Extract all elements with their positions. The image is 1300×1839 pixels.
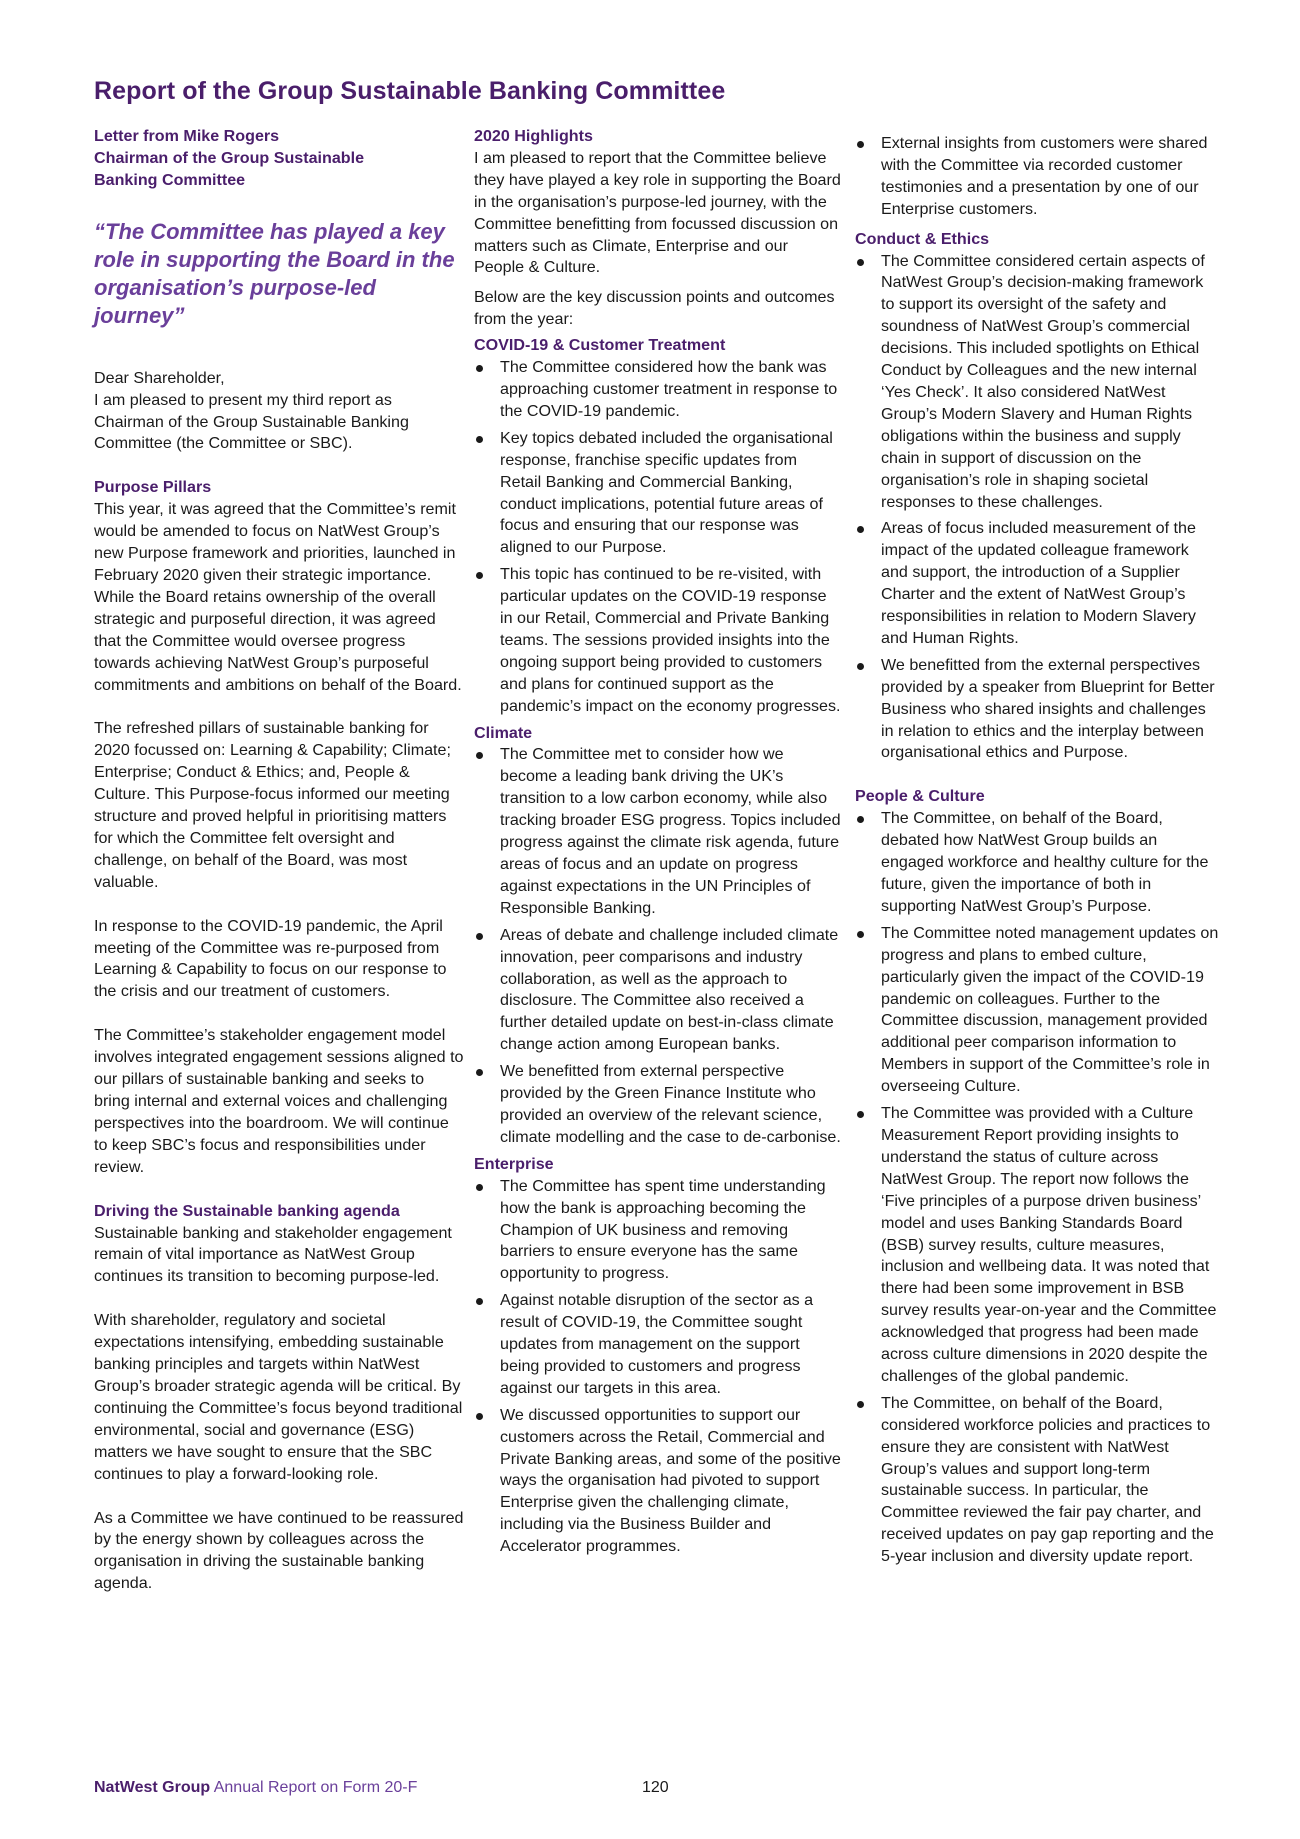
driving-agenda-heading: Driving the Sustainable banking agenda [94,1201,400,1220]
letter-heading-line-1: Letter from Mike Rogers [94,127,280,145]
people-culture-heading: People & Culture [855,787,985,806]
purpose-paragraph-1: This year, it was agreed that the Committee’s remit would be amended to focus on NatWest Group’s new Purpose framework and priorities, launched in February 2020 given their strategic importance. While the Board retains ownership of the overall strategic and purposeful direction, it was agreed that the Committee would oversee progress towards achieving NatWest Group’s purposeful commitments and ambitions on behalf of the Board. [94,500,462,694]
covid-bullet-list [474,357,842,718]
letter-column [94,126,464,1595]
list-item: We benefitted from the external perspectives provided by a speaker from Blueprint for Better Business who shared insights and challenges in relation to ethics and the interplay between organisational ethics and Purpose. [855,655,1220,765]
climate-heading: Climate [474,723,533,742]
driving-paragraph-3: As a Committee we have continued to be reassured by the energy shown by colleagues across the organisation in driving the sustainable banking agenda. [94,1508,464,1593]
list-item: The Committee considered certain aspects of NatWest Group’s decision-making framework to support its oversight of the safety and soundness of NatWest Group’s commercial decisions. This included spotlights on Ethical Conduct by Colleagues and the new internal ‘Yes Check’. It also considered NatWest Group’s Modern Slavery and Human Rights obligations within the business and supply chain in support of discussion on the organisation’s role in shaping societal responses to these challenges. [855,251,1220,514]
list-item: The Committee has spent time understanding how the bank is approaching becoming the Champion of UK business and removing barriers to ensure everyone has the same opportunity to progress. [474,1176,842,1286]
page-title: Report of the Group Sustainable Banking Committee [94,77,726,105]
conduct-ethics-bullet-list [855,251,1220,765]
list-item: The Committee was provided with a Culture Measurement Report providing insights to understand the status of culture across NatWest Group. The report now follows the ‘Five principles of a purpose driven business’ model and uses Banking Standards Board (BSB) survey results, culture measures, inclusion and wellbeing data. It was noted that there had been some improvement in BSB survey results year-on-year and the Committee acknowledged that progress had been made across culture dimensions in 2020 despite the challenges of the global pandemic. [855,1103,1220,1388]
list-item: The Committee noted management updates on progress and plans to embed culture, particularly given the impact of the COVID-19 pandemic on colleagues. Further to the Committee discussion, management provided additional peer comparison information to Members in support of the Committee’s role in overseeing Culture. [855,923,1220,1098]
enterprise-bullet-list [474,1176,842,1558]
enterprise-heading: Enterprise [474,1154,554,1173]
list-item: Against notable disruption of the sector as a result of COVID-19, the Committee sought updates from management on the support being provided to customers and progress against our targets in this area. [474,1290,842,1400]
salutation: Dear Shareholder, [94,368,225,387]
list-item: The Committee, on behalf of the Board, debated how NatWest Group builds an engaged workforce and healthy culture for the future, given the importance of both in supporting NatWest Group’s Purpose. [855,808,1220,918]
climate-bullet-list [474,744,842,1148]
purpose-paragraph-2: The refreshed pillars of sustainable banking for 2020 focussed on: Learning & Capability; Climate; Enterprise; Conduct & Ethics; and, People & Culture. This Purpose-focus informed our meeting structure and proved helpful in prioritising matters for which the Committee felt oversight and challenge, on behalf of the Board, was most valuable. [94,719,451,891]
covid-heading: COVID-19 & Customer Treatment [474,336,726,355]
list-item: This topic has continued to be re-visited, with particular updates on the COVID-19 response in our Retail, Commercial and Private Banking teams. The sessions provided insights into the ongoing support being provided to customers and plans for continued support as the pandemic’s impact on the economy progresses. [474,564,842,717]
driving-paragraph-2: With shareholder, regulatory and societal expectations intensifying, embedding sustainable banking principles and targets within NatWest Group’s broader strategic agenda will be critical. By continuing the Committee’s focus beyond traditional environmental, social and governance (ESG) matters we have sought to ensure that the SBC continues to play a forward-looking role. [94,1311,463,1483]
enterprise-continued-bullet-list [855,133,1220,221]
list-item: Key topics debated included the organisational response, franchise specific updates from Retail Banking and Commercial Banking, conduct implications, potential future areas of focus and ensuring that our response was aligned to our Purpose. [474,428,842,559]
purpose-paragraph-4: The Committee’s stakeholder engagement model involves integrated engagement sessions aligned to our pillars of sustainable banking and seeks to bring internal and external voices and challenging perspectives into the boardroom. We will continue to keep SBC’s focus and responsibilities under review. [94,1026,464,1176]
intro-paragraph: I am pleased to present my third report as Chairman of the Group Sustainable Banking Committee (the Committee or SBC). [94,390,409,453]
pull-quote: “The Committee has played a key role in supporting the Board in the organisation’s purpose-led journey” [94,218,455,328]
purpose-paragraph-3: In response to the COVID-19 pandemic, the April meeting of the Committee was re-purposed from Learning & Capability to focus on our response to the crisis and our treatment of customers. [94,916,447,1001]
letter-heading-line-2: Chairman of the Group Sustainable [94,148,365,167]
list-item: Areas of debate and challenge included climate innovation, peer comparisons and industry collaboration, as well as the approach to disclosure. The Committee also received a further detailed update on best-in-class climate change action among European banks. [474,925,842,1056]
conduct-people-column [855,133,1220,1573]
list-item: Areas of focus included measurement of the impact of the updated colleague framework and support, the introduction of a Supplier Charter and the extent of NatWest Group’s responsibilities in relation to Modern Slavery and Human Rights. [855,518,1220,649]
list-item: The Committee met to consider how we become a leading bank driving the UK’s transition to a low carbon economy, while also tracking broader ESG progress. Topics included progress against the climate risk agenda, future areas of focus and an update on progress against expectations in the UN Principles of Responsible Banking. [474,744,842,919]
list-item: We benefitted from external perspective provided by the Green Finance Institute who provided an overview of the relevant science, climate modelling and the case to de-carbonise. [474,1061,842,1149]
letter-heading-line-3: Banking Committee [94,170,246,189]
purpose-pillars-heading: Purpose Pillars [94,478,212,497]
highlights-paragraph-1: I am pleased to report that the Committee believe they have played a key role in supporting the Board in the organisation’s purpose-led journey, with the Committee benefitting from focussed discussion on matters such as Climate, Enterprise and our People & Culture. [474,148,841,277]
people-culture-bullet-list [855,808,1220,1568]
list-item: The Committee considered how the bank was approaching customer treatment in response to the COVID-19 pandemic. [474,357,842,423]
conduct-ethics-heading: Conduct & Ethics [855,229,990,248]
list-item: The Committee, on behalf of the Board, considered workforce policies and practices to ensure they are consistent with NatWest Group’s values and support long-term sustainable success. In particular, the Committee reviewed the fair pay charter, and received updates on pay gap reporting and the 5-year inclusion and diversity update report. [855,1393,1220,1568]
page-number: 120 [642,1779,669,1796]
highlights-paragraph-2: Below are the key discussion points and outcomes from the year: [474,288,835,329]
list-item: External insights from customers were shared with the Committee via recorded customer testimonies and a presentation by one of our Enterprise customers. [855,133,1220,221]
highlights-column [474,126,842,1563]
footer [94,1779,417,1797]
footer-brand: NatWest Group [94,1779,211,1796]
list-item: We discussed opportunities to support our customers across the Retail, Commercial and Private Banking areas, and some of the positive ways the organisation had pivoted to support Enterprise given the challenging climate, including via the Business Builder and Accelerator programmes. [474,1405,842,1558]
highlights-heading: 2020 Highlights [474,127,593,145]
footer-subtitle: Annual Report on Form 20-F [210,1779,418,1796]
driving-paragraph-1: Sustainable banking and stakeholder engagement remain of vital importance as NatWest Group continues its transition to becoming purpose-led. [94,1223,452,1286]
